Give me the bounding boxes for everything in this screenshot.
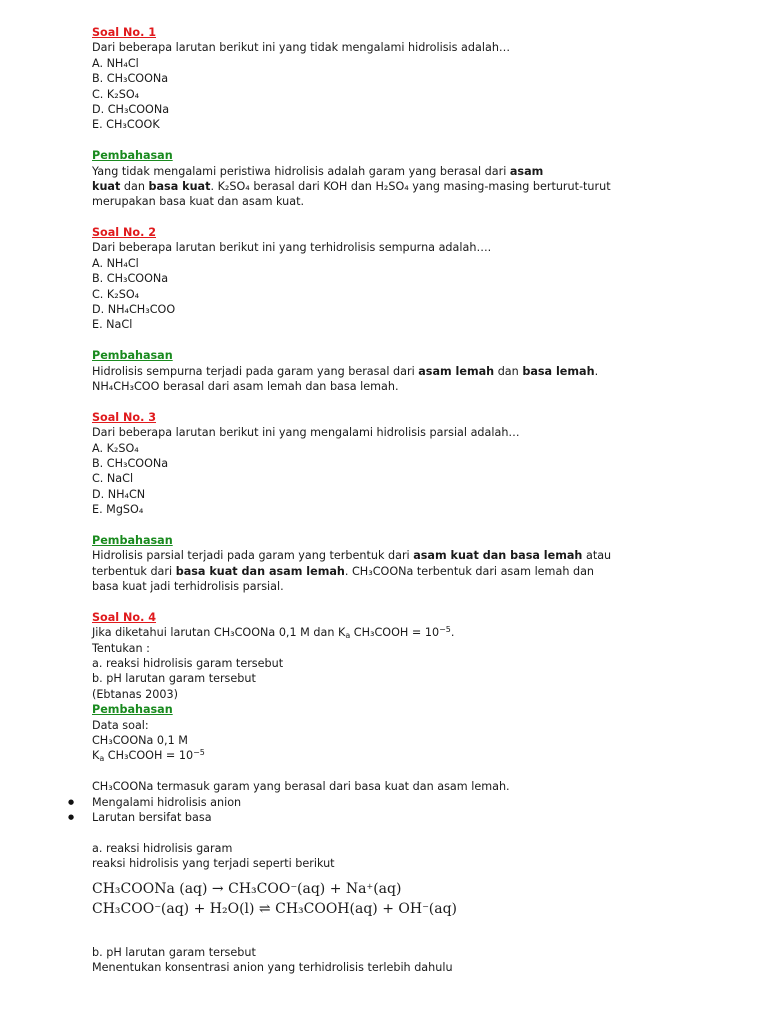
- pembahasan-3-line-3: basa kuat jadi terhidrolisis parsial.: [92, 580, 284, 594]
- document-page: [92, 25, 672, 976]
- soal-4-source: (Ebtanas 2003): [92, 687, 178, 701]
- soal-3-option-a: A. K₂SO₄: [92, 441, 139, 455]
- soal-2-option-d: D. NH₄CH₃COO: [92, 303, 176, 317]
- soal-3-option-d: D. NH₄CN: [92, 487, 146, 501]
- soal-2-title: Soal No. 2: [92, 226, 157, 240]
- soal-1-option-b: B. CH₃COONa: [92, 72, 169, 86]
- data-soal-ka: $K_a$ CH₃COOH = $10^{-5}$: [92, 748, 205, 764]
- equation-dissociation: CH₃COONa (aq) → CH₃COO−(aq) + Na+(aq): [92, 881, 402, 898]
- pembahasan-4-title: Pembahasan: [92, 703, 173, 717]
- pembahasan-3-line-2: terbentuk dari basa kuat dan asam lemah. CH₃COONa terbentuk dari asam lemah dan: [92, 564, 595, 578]
- equation-hydrolysis: CH₃COO−(aq) + H₂O(l) ⇌ CH₃COOH(aq) + OH−(aq): [92, 901, 458, 918]
- soal-3-option-b: B. CH₃COONa: [92, 456, 169, 470]
- pembahasan-1-line-2: kuat dan basa kuat. K₂SO₄ berasal dari KOH dan H₂SO₄ yang masing-masing berturut-turut: [92, 179, 611, 193]
- soal-1-option-d: D. CH₃COONa: [92, 102, 170, 116]
- equilibrium-arrow-icon: ⇌: [258, 901, 271, 918]
- data-soal-concentration: CH₃COONa 0,1 M: [92, 733, 188, 747]
- soal-1-option-a: A. NH₄Cl: [92, 56, 139, 70]
- pembahasan-2-line-2: NH₄CH₃COO berasal dari asam lemah dan basa lemah.: [92, 379, 399, 393]
- pembahasan-1-title: Pembahasan: [92, 149, 173, 163]
- soal-1-option-e: E. CH₃COOK: [92, 118, 160, 132]
- soal-1-option-c: C. K₂SO₄: [92, 87, 140, 101]
- soal-2-option-b: B. CH₃COONa: [92, 272, 169, 286]
- soal-4-question: Jika diketahui larutan CH₃COONa 0,1 M dan $K_a$ CH₃COOH = $10^{-5}$.: [92, 625, 455, 641]
- explanation-line: CH₃COONa termasuk garam yang berasal dari basa kuat dan asam lemah.: [92, 780, 510, 794]
- pembahasan-2-title: Pembahasan: [92, 349, 173, 363]
- bullet-item: ● Larutan bersifat basa: [92, 810, 672, 825]
- part-b-title: b. pH larutan garam tersebut: [92, 945, 256, 959]
- soal-4-part-b: b. pH larutan garam tersebut: [92, 672, 256, 686]
- part-b-description: Menentukan konsentrasi anion yang terhidrolisis terlebih dahulu: [92, 961, 453, 975]
- soal-2-question: Dari beberapa larutan berikut ini yang terhidrolisis sempurna adalah….: [92, 241, 492, 255]
- data-soal-label: Data soal:: [92, 718, 149, 732]
- pembahasan-1-line-3: merupakan basa kuat dan asam kuat.: [92, 195, 305, 209]
- soal-3-option-e: E. MgSO₄: [92, 503, 144, 517]
- part-a-title: a. reaksi hidrolisis garam: [92, 841, 233, 855]
- soal-1-title: Soal No. 1: [92, 26, 157, 39]
- pembahasan-1-line-1: Yang tidak mengalami peristiwa hidrolisis adalah garam yang berasal dari asam: [92, 164, 544, 178]
- equations: [92, 879, 672, 919]
- pembahasan-3-line-1: Hidrolisis parsial terjadi pada garam yang terbentuk dari asam kuat dan basa lemah atau: [92, 549, 612, 563]
- pembahasan-2-line-1: Hidrolisis sempurna terjadi pada garam yang berasal dari asam lemah dan basa lemah.: [92, 364, 599, 378]
- soal-2-option-a: A. NH₄Cl: [92, 256, 139, 270]
- soal-2-option-c: C. K₂SO₄: [92, 287, 140, 301]
- soal-4-tentukan: Tentukan :: [92, 641, 150, 655]
- part-a-description: reaksi hidrolisis yang terjadi seperti berikut: [92, 857, 335, 871]
- soal-4-part-a: a. reaksi hidrolisis garam tersebut: [92, 657, 284, 671]
- soal-1-question: Dari beberapa larutan berikut ini yang tidak mengalami hidrolisis adalah…: [92, 41, 511, 55]
- bullet-item: ● Mengalami hidrolisis anion: [92, 795, 672, 810]
- pembahasan-3-title: Pembahasan: [92, 533, 173, 547]
- soal-3-question: Dari beberapa larutan berikut ini yang mengalami hidrolisis parsial adalah…: [92, 426, 520, 440]
- soal-3-title: Soal No. 3: [92, 410, 157, 424]
- soal-4-title: Soal No. 4: [92, 610, 157, 624]
- soal-2-option-e: E. NaCl: [92, 318, 133, 332]
- soal-3-option-c: C. NaCl: [92, 472, 134, 486]
